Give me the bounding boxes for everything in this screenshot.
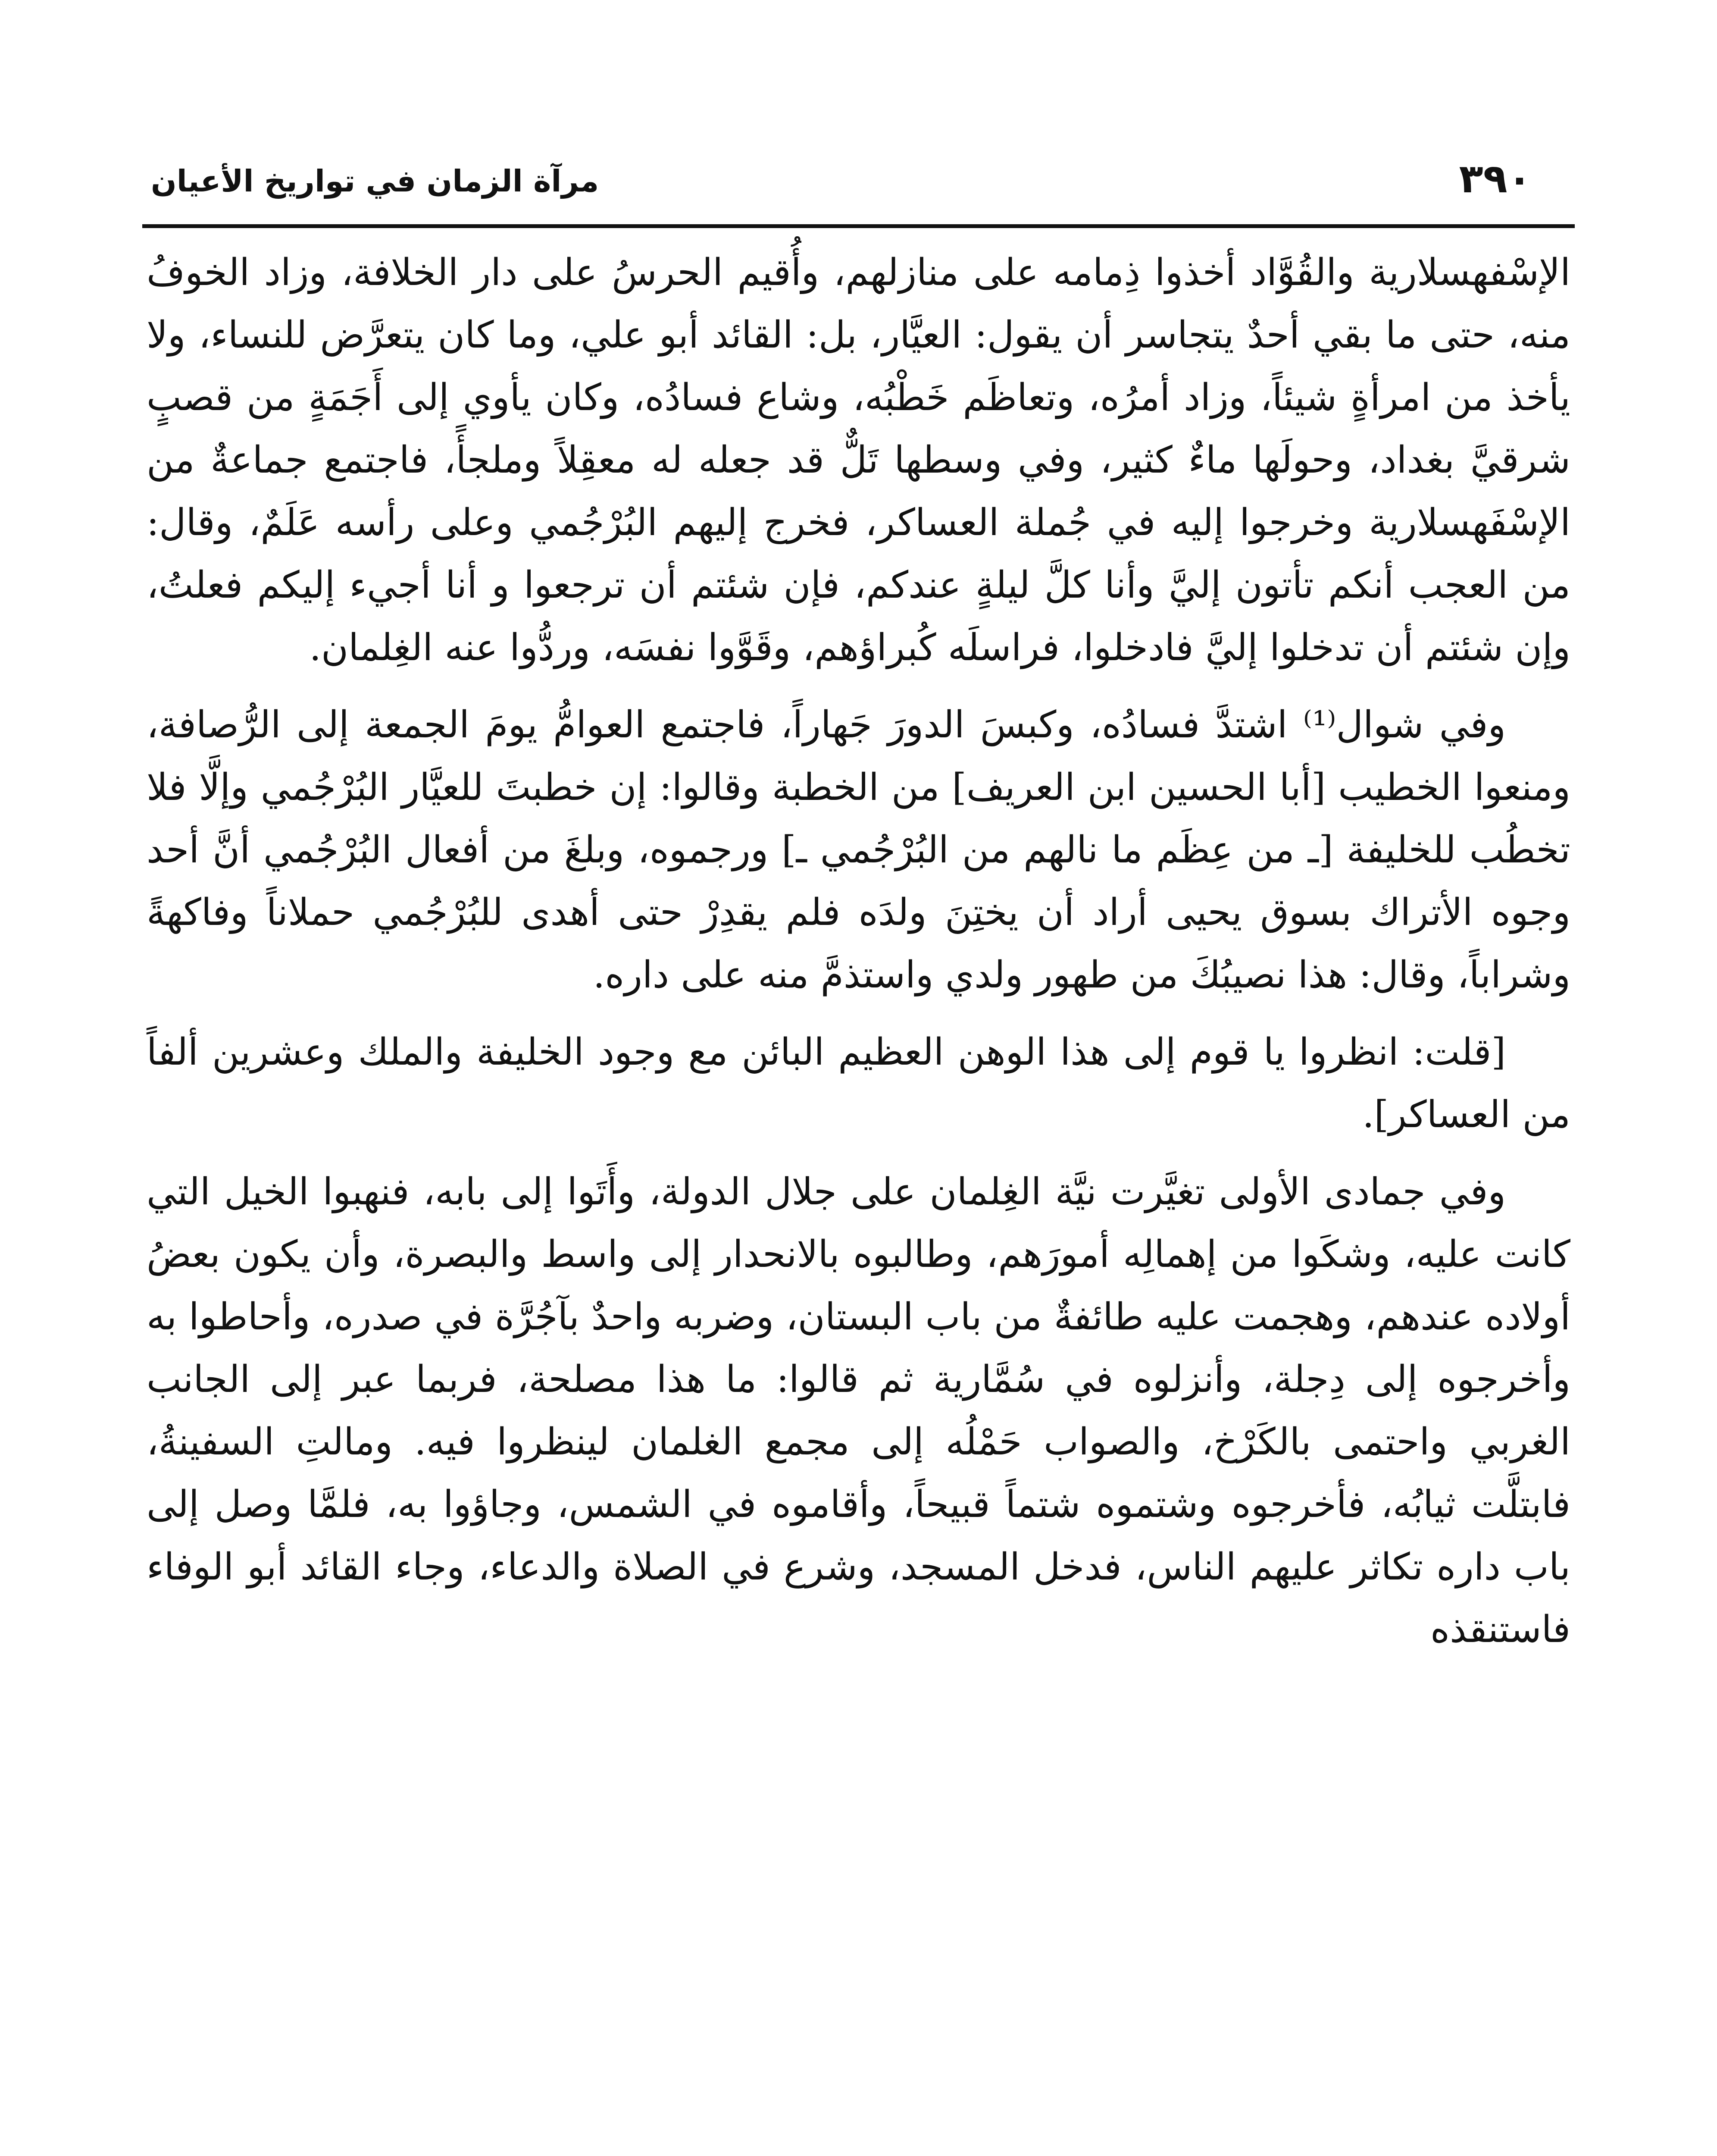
paragraph-3: [قلت: انظروا يا قوم إلى هذا الوهن العظيم البائن مع وجود الخليفة والملك وعشرين ألفاً من العساكر]. <box>147 1031 1570 1136</box>
paragraph-4: وفي جمادى الأولى تغيَّرت نيَّة الغِلمان على جلال الدولة، وأَتَوا إلى بابه، فنهبوا الخيل التي كانت عليه، وشكَوا من إهمالِه أمورَهم، وطالبوه بالانحدار إلى واسط والبصرة، وأن يكون بعضُ أولاده عندهم، وهجمت عليه طائفةٌ من باب البستان، وضربه واحدٌ بآجُرَّة في صدره، وأحاطوا به وأخرجوه إلى دِجلة، وأنزلوه في سُمَّارية ثم قالوا: ما هذا مصلحة، فربما عبر إلى الجانب الغربي واحتمى بالكَرْخ، والصواب حَمْلُه إلى مجمع الغلمان لينظروا فيه. ومالتِ السفينةُ، فابتلَّت ثيابُه، فأخرجوه وشتموه شتماً قبيحاً، وأقاموه في الشمس، وجاؤوا به، فلمَّا وصل إلى باب داره تكاثر عليهم الناس، فدخل المسجد، وشرع في الصلاة والدعاء، وجاء القائد أبو الوفاء فاستنقذه <box>147 1170 1570 1651</box>
running-title: مرآة الزمان في تواريخ الأعيان <box>151 163 599 199</box>
page-number: ٣٩٠ <box>1459 156 1532 202</box>
header-divider <box>142 224 1575 228</box>
main-text <box>147 241 1570 1676</box>
paragraph-1: الإسْفهسلارية والقُوَّاد أخذوا ذِمامه على منازلهم، وأُقيم الحرسُ على دار الخلافة، وزاد الخوفُ منه، حتى ما بقي أحدٌ يتجاسر أن يقول: العيَّار، بل: القائد أبو علي، وما كان يتعرَّض للنساء، ولا يأخذ من امرأةٍ شيئاً، وزاد أمرُه، وتعاظَم خَطْبُه، وشاع فسادُه، وكان يأوي إلى أَجَمَةٍ من قصبٍ شرقيَّ بغداد، وحولَها ماءٌ كثير، وفي وسطها تَلٌّ قد جعله له معقِلاً وملجأً، فاجتمع جماعةٌ من الإسْفَهسلارية وخرجوا إليه في جُملة العساكر، فخرج إليهم البُرْجُمي وعلى رأسه عَلَمٌ، وقال: من العجب أنكم تأتون إليَّ وأنا كلَّ ليلةٍ عندكم، فإن شئتم أن ترجعوا و أنا أجيء إليكم فعلتُ، وإن شئتم أن تدخلوا إليَّ فادخلوا، فراسلَه كُبراؤهم، وقَوَّوا نفسَه، وردُّوا عنه الغِلمان. <box>147 251 1570 669</box>
page-header <box>142 142 1575 216</box>
paragraph-2: وفي شوال⁽¹⁾ اشتدَّ فسادُه، وكبسَ الدورَ جَهاراً، فاجتمع العوامُّ يومَ الجمعة إلى الرُّصافة، ومنعوا الخطيب [أبا الحسين ابن العريف] من الخطبة وقالوا: إن خطبتَ للعيَّار البُرْجُمي وإلَّا فلا تخطُب للخليفة [ـ من عِظَم ما نالهم من البُرْجُمي ـ] ورجموه، وبلغَ من أفعال البُرْجُمي أنَّ أحد وجوه الأتراك بسوق يحيى أراد أن يختِنَ ولدَه فلم يقدِرْ حتى أهدى للبُرْجُمي حملاناً وفاكهةً وشراباً، وقال: هذا نصيبُكَ من طهور ولدي واستذمَّ منه على داره. <box>147 703 1570 997</box>
